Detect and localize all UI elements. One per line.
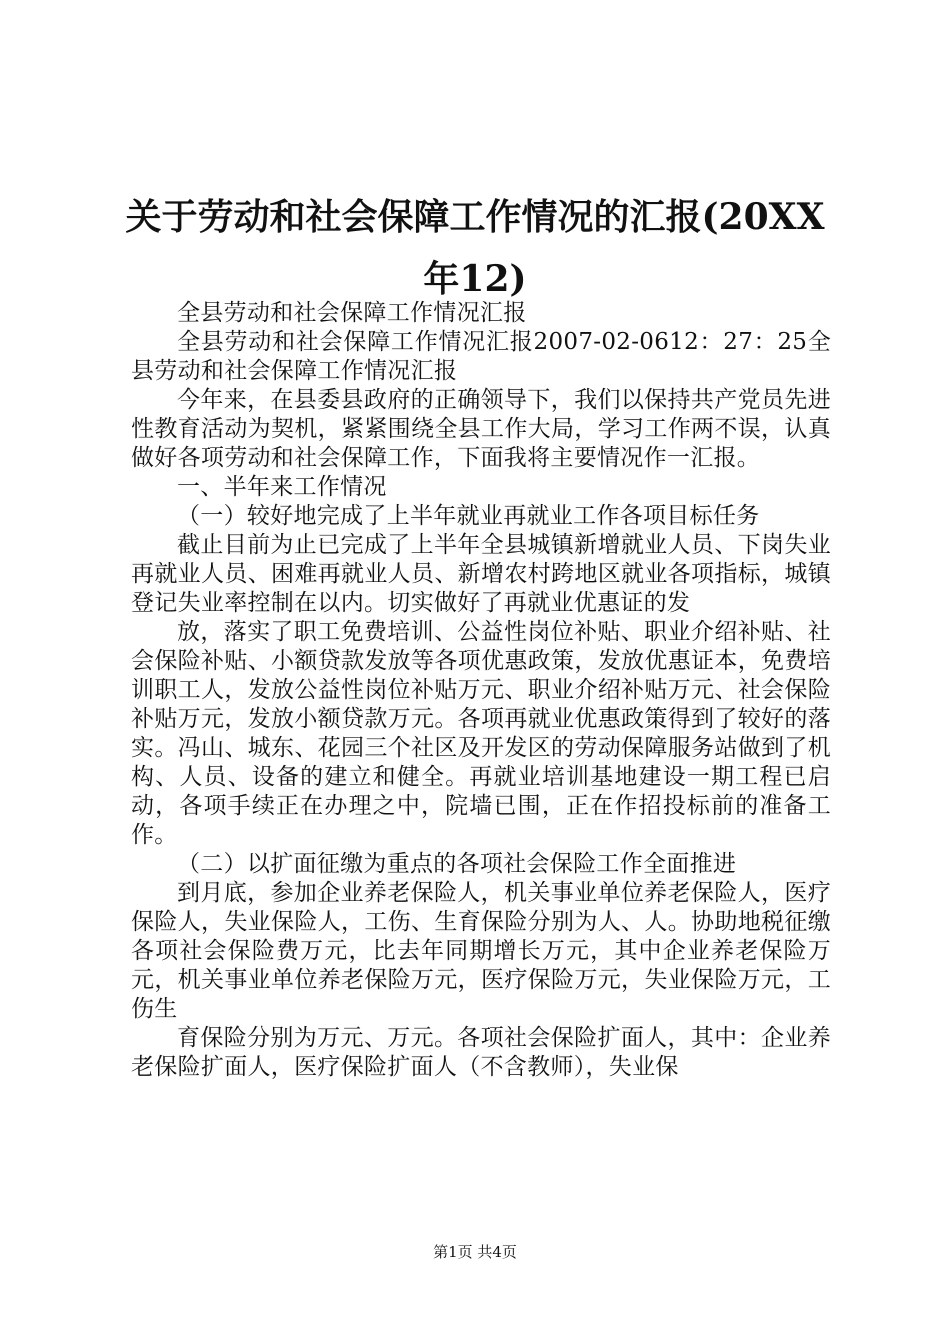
paragraph-source-line: 全县劳动和社会保障工作情况汇报2007-02-0612：27：25全县劳动和社会保障工作情况汇报: [131, 329, 831, 384]
paragraph-insurance: 到月底，参加企业养老保险人，机关事业单位养老保险人，医疗保险人，失业保险人，工伤、生育保险分别为人、人。协助地税征缴各项社会保险费万元，比去年同期增长万元，其中企业养老保险万元，机关事业单位养老保险万元，医疗保险万元，失业保险万元，工伤生: [131, 880, 831, 1022]
paragraph-heading-line: 全县劳动和社会保障工作情况汇报: [177, 300, 527, 326]
document-body: [131, 299, 831, 1082]
subsection-heading-1: （一）较好地完成了上半年就业再就业工作各项目标任务: [177, 503, 760, 529]
page-footer: 第1页 共4页: [433, 1243, 517, 1261]
paragraph-policy: 放，落实了职工免费培训、公益性岗位补贴、职业介绍补贴、社会保险补贴、小额贷款发放等各项优惠政策，发放优惠证本，免费培训职工人，发放公益性岗位补贴万元、职业介绍补贴万元、社会保险补贴万元，发放小额贷款万元。各项再就业优惠政策得到了较好的落实。冯山、城东、花园三个社区及开发区的劳动保障服务站做到了机构、人员、设备的建立和健全。再就业培训基地建设一期工程已启动，各项手续正在办理之中，院墙已围，正在作招投标前的准备工作。: [131, 619, 831, 848]
subsection-heading-2: （二）以扩面征缴为重点的各项社会保险工作全面推进: [177, 851, 737, 877]
paragraph-intro: 今年来，在县委县政府的正确领导下，我们以保持共产党员先进性教育活动为契机，紧紧围绕全县工作大局，学习工作两不误，认真做好各项劳动和社会保障工作，下面我将主要情况作一汇报。: [131, 387, 831, 471]
document-title: 关于劳动和社会保障工作情况的汇报(20XX年12): [125, 196, 825, 300]
paragraph-insurance-continued: 育保险分别为万元、万元。各项社会保险扩面人，其中：企业养老保险扩面人，医疗保险扩面人（不含教师），失业保: [131, 1025, 831, 1080]
section-heading-1: 一、半年来工作情况: [177, 474, 387, 500]
paragraph-employment: 截止目前为止已完成了上半年全县城镇新增就业人员、下岗失业再就业人员、困难再就业人员、新增农村跨地区就业各项指标，城镇登记失业率控制在以内。切实做好了再就业优惠证的发: [131, 532, 831, 616]
